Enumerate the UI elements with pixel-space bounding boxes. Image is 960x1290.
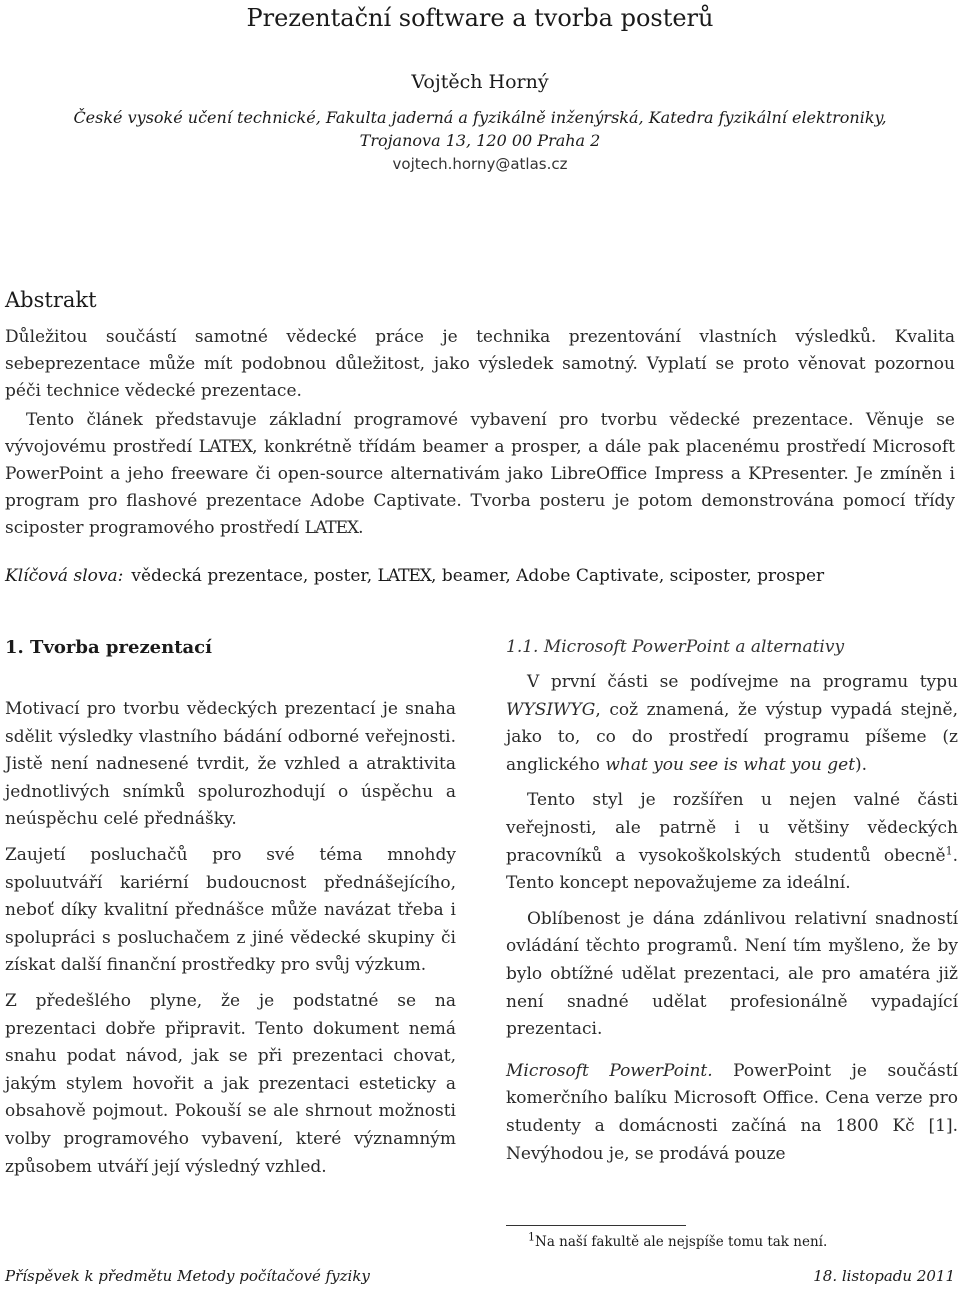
section1-paragraph-3: Z předešlého plyne, že je podstatné se na prezentaci dobře připravit. Tento dokument nemá snahu podat návod, jak se při prezentaci chovat, jakým stylem hovořit a jak prezentaci esteticky a obsahově pojmout. Pokouší se ale shrnout možnosti volby programového vybavení, které významným způsobem utváří její výsledný vzhled.: [5, 990, 456, 1177]
paragraph-heading: Microsoft PowerPoint.: [506, 1060, 713, 1081]
subsection-paragraph-3: Oblíbenost je dána zdánlivou relativní snadností ovládání těchto programů. Není tím myšleno, že by bylo obtížné udělat prezentaci, ale pro amatéra již není snadné udělat profesionálně vypadající prezentaci.: [506, 908, 958, 1040]
abstract-heading: Abstrakt: [5, 288, 97, 312]
section1-paragraph-2: Zaujetí posluchačů pro své téma mnohdy spoluutváří kariérní budoucnost přednášejícího, neboť díky kvalitní přednášce může navázat třeba i spolupráci s posluchačem z jiné vědecké skupiny či získat další finanční prostředky pro svůj výzkum.: [5, 844, 456, 976]
paper-title: Prezentační software a tvorba posterů: [246, 4, 714, 32]
footnote: [528, 1230, 828, 1251]
keywords: Klíčová slova: vědecká prezentace, poster, LATEX, beamer, Adobe Captivate, sciposter, prosper: [5, 566, 825, 586]
section1-paragraph-1: Motivací pro tvorbu vědeckých prezentací je snaha sdělit výsledky vlastního bádání odborné veřejnosti. Jistě není nadnesené tvrdit, že vzhled a atraktivita jednotlivých snímků spolurozhodují o úspěchu a neúspěchu celé přednášky.: [5, 699, 456, 830]
subsection-heading: 1.1. Microsoft PowerPoint a alternativy: [506, 637, 845, 657]
author-email: vojtech.horny@atlas.cz: [392, 155, 568, 173]
keywords-label: Klíčová slova:: [5, 566, 124, 586]
footnote-marker: 1: [945, 843, 953, 857]
subsection-paragraph-1: V první části se podívejme na programu typu WYSIWYG, což znamená, že výstup vypadá stejně, jako to, co do prostředí programu píšeme (z anglického what you see is what you get).: [506, 672, 958, 775]
abstract-paragraph-1: Důležitou součástí samotné vědecké práce je technika prezentování vlastních výsledků. Kvalita sebeprezentace může mít podobnou důležitost, jako výsledek samotný. Vyplatí se proto věnovat pozornou péči technice vědecké prezentace.: [5, 327, 955, 401]
abstract-body: [5, 324, 955, 542]
affiliation-line-2: Trojanova 13, 120 00 Praha 2: [359, 131, 601, 150]
footnote-rule: [506, 1225, 686, 1226]
footnote-text: Na naší fakultě ale nejspíše tomu tak není.: [535, 1234, 828, 1250]
footer-course: Příspěvek k předmětu Metody počítačové fyziky: [5, 1267, 370, 1285]
footnote-number: 1: [528, 1230, 535, 1244]
author-name: Vojtěch Horný: [411, 71, 549, 93]
latex-logo: LATEX: [304, 518, 359, 538]
affiliation-line-1: České vysoké učení technické, Fakulta jaderná a fyzikálně inženýrská, Katedra fyzikální elektroniky,: [73, 108, 887, 127]
subsection-paragraph-4: Microsoft PowerPoint. PowerPoint je součástí komerčního balíku Microsoft Office. Cena verze pro studenty a domácnosti začíná na 1800 Kč [1]. Nevýhodou je, se prodává pouze: [506, 1060, 958, 1164]
latex-logo: LATEX: [198, 437, 253, 457]
keywords-text: vědecká prezentace, poster,: [131, 566, 378, 586]
affiliation: [40, 106, 920, 152]
subsection-paragraph-2: Tento styl je rozšířen u nejen valné části veřejnosti, ale patrně i u většiny vědeckých pracovníků a vysokoškolských studentů obecně$^1$. Tento koncept nepovažujeme za ideální.: [506, 790, 958, 894]
right-column: [506, 669, 958, 1176]
footer-date: 18. listopadu 2011: [813, 1267, 955, 1285]
latex-logo: LATEX: [377, 566, 432, 586]
abstract-paragraph-2: Tento článek představuje základní programové vybavení pro tvorbu vědecké prezentace. Věnuje se vývojovému prostředí LATEX, konkrétně třídám beamer a prosper, a dále pak placenému prostředí Microsoft PowerPoint a jeho freeware či open-source alternativám jako LibreOffice Impress a KPresenter. Je zmíněn i program pro flashové prezentace Adobe Captivate. Tvorba posteru je potom demonstrována pomocí třídy sciposter programového prostředí LATEX.: [5, 410, 956, 538]
section-heading: 1. Tvorba prezentací: [5, 637, 212, 658]
left-column: [5, 696, 456, 1189]
